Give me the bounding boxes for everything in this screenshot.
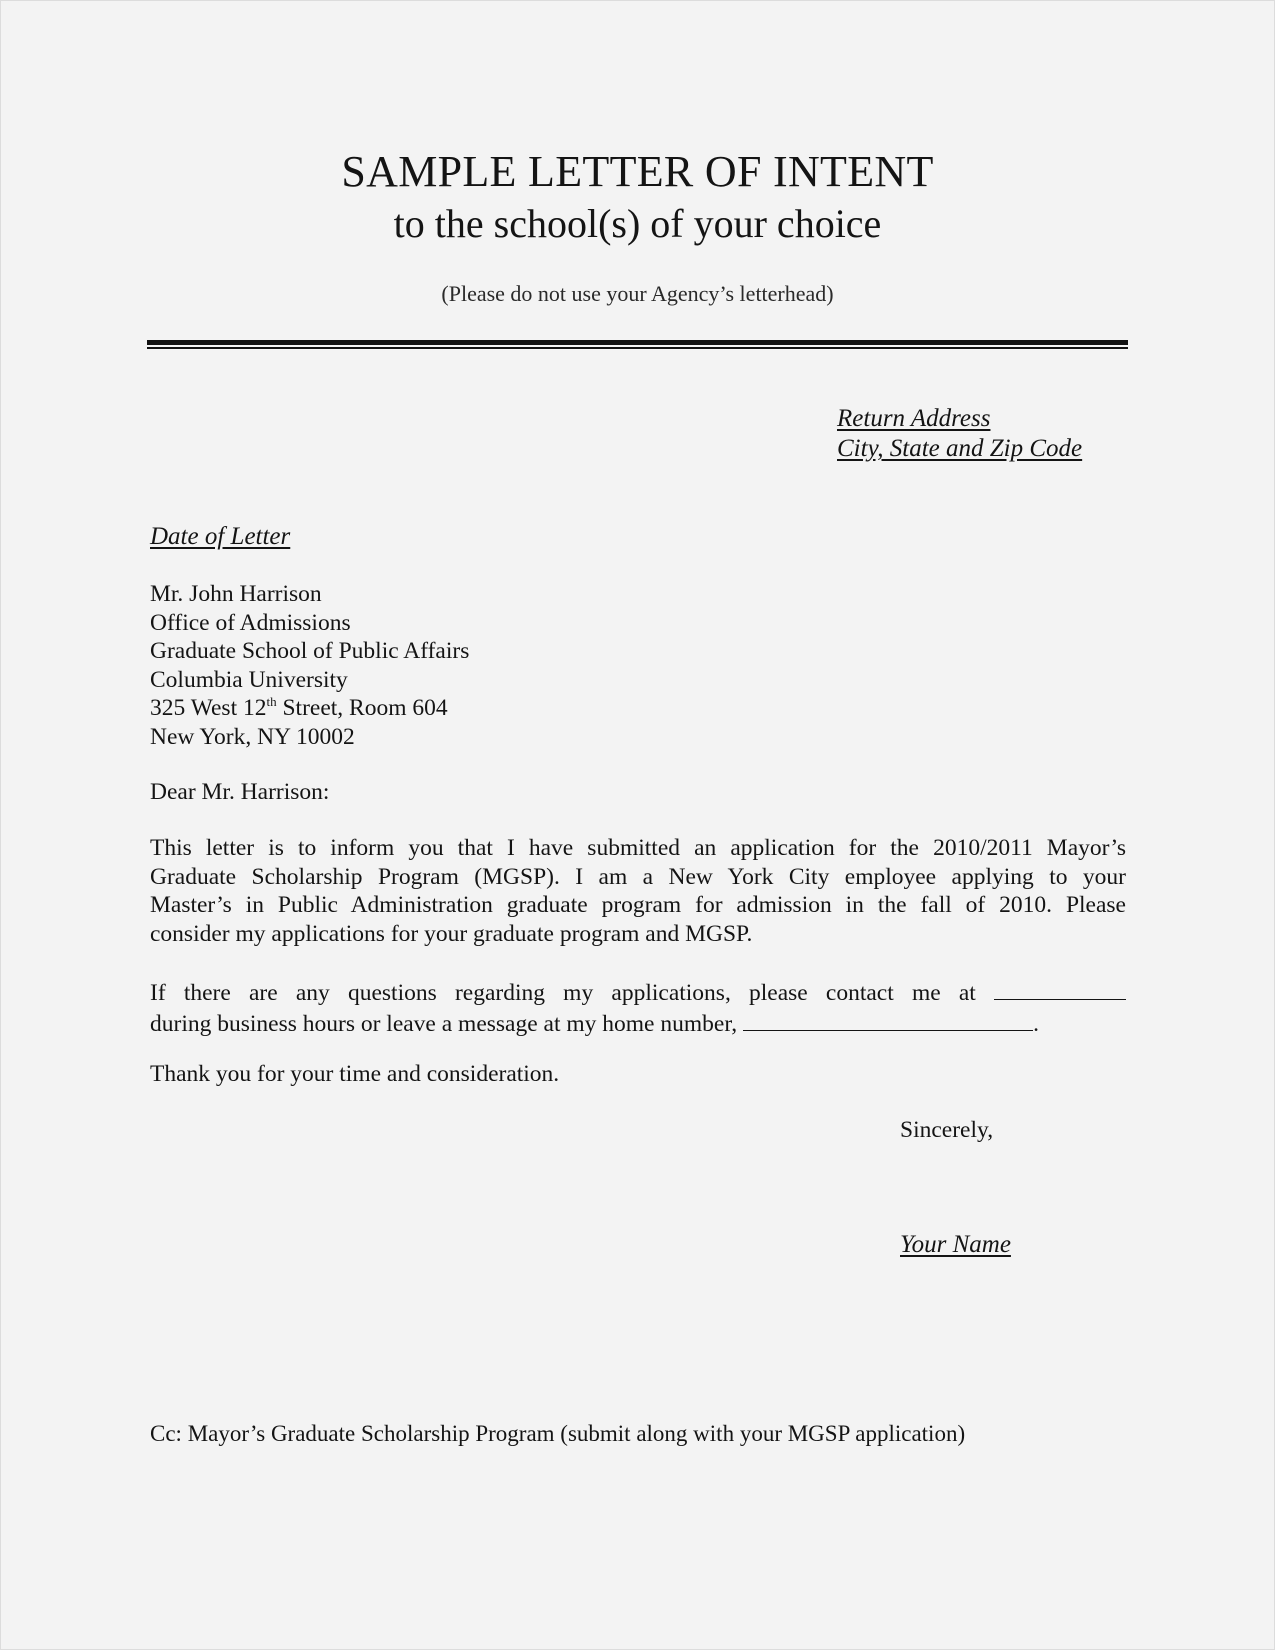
paragraph-line: Graduate Scholarship Program (MGSP). I am a New York City employee applying to your bbox=[150, 863, 1126, 890]
street-room: Street, Room 604 bbox=[276, 695, 448, 721]
recipient-school: Graduate School of Public Affairs bbox=[150, 638, 470, 664]
signature-name: Your Name bbox=[900, 1231, 1011, 1258]
letter-title: SAMPLE LETTER OF INTENT bbox=[341, 147, 934, 196]
recipient-address bbox=[150, 580, 469, 751]
header-rule-thick bbox=[147, 340, 1128, 345]
return-address-line1: Return Address bbox=[837, 405, 991, 432]
letter-date: Date of Letter bbox=[150, 523, 291, 550]
street-number: 325 West 12 bbox=[150, 695, 267, 721]
return-address-line2: City, State and Zip Code bbox=[837, 435, 1083, 462]
paragraph-line: consider my applications for your graduate program and MGSP. bbox=[150, 920, 753, 947]
salutation: Dear Mr. Harrison: bbox=[150, 779, 330, 805]
paragraph-line: This letter is to inform you that I have submitted an application for the 2010/2011 Mayor’s bbox=[150, 835, 1126, 861]
home-phone-blank[interactable] bbox=[743, 1008, 1033, 1031]
body-paragraph-3: Thank you for your time and consideration. bbox=[150, 1061, 560, 1087]
recipient-street bbox=[150, 694, 469, 723]
header-rule-thin bbox=[147, 347, 1128, 349]
paragraph-line bbox=[150, 977, 1126, 1008]
paragraph-line: Master’s in Public Administration graduate program for admission in the fall of 2010. Please bbox=[150, 892, 1126, 918]
body-paragraph-1 bbox=[150, 834, 1126, 948]
sentence-period: . bbox=[1033, 1010, 1039, 1037]
paragraph-line bbox=[150, 1008, 1126, 1039]
work-phone-blank[interactable] bbox=[994, 977, 1126, 1000]
body-paragraph-2 bbox=[150, 977, 1126, 1038]
return-address bbox=[837, 404, 1082, 464]
closing-sincerely: Sincerely, bbox=[900, 1117, 994, 1143]
recipient-university: Columbia University bbox=[150, 666, 348, 693]
recipient-name: Mr. John Harrison bbox=[150, 581, 322, 607]
street-ordinal: th bbox=[266, 694, 277, 709]
letterhead-note: (Please do not use your Agency’s letterhead) bbox=[441, 281, 834, 306]
recipient-office: Office of Admissions bbox=[150, 609, 351, 636]
cc-line: Cc: Mayor’s Graduate Scholarship Program (submit along with your MGSP application) bbox=[150, 1421, 966, 1446]
recipient-city: New York, NY 10002 bbox=[150, 723, 355, 750]
letter-subtitle: to the school(s) of your choice bbox=[393, 201, 882, 246]
home-number-text: during business hours or leave a message at my home number, bbox=[150, 1010, 738, 1037]
contact-text: If there are any questions regarding my applications, please contact me at bbox=[150, 980, 976, 1006]
